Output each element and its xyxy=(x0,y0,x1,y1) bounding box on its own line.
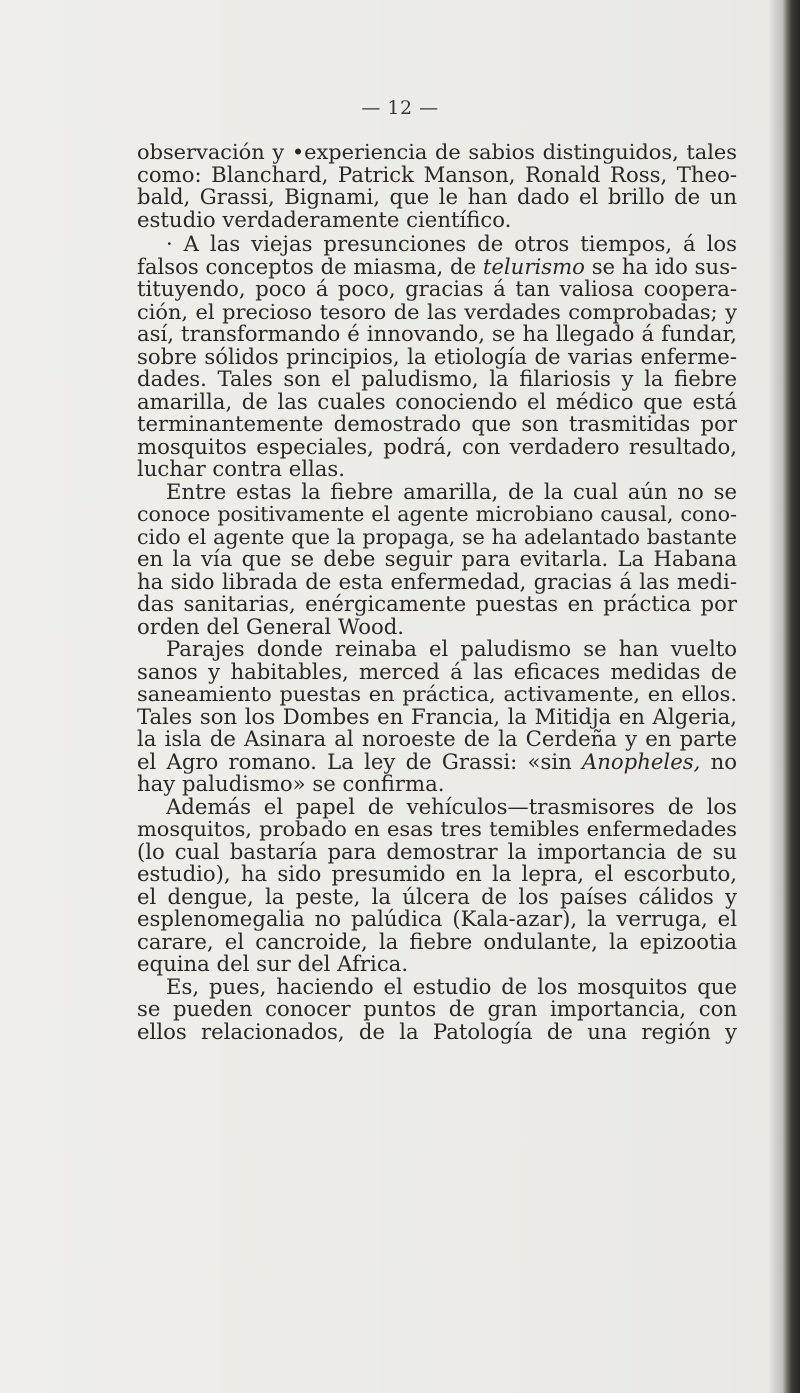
text-line: así, transformando é innovando, se ha llegado á fundar, xyxy=(137,321,737,346)
text-line: Entre estas la fiebre amarilla, de la cual aún no se xyxy=(166,478,737,504)
text-line: sobre sólidos principios, la etiología de varias enferme- xyxy=(137,343,737,369)
text-line: cido el agente que la propaga, se ha adelantado bastante xyxy=(137,524,737,549)
text-line: Parajes donde reinaba el paludismo se han vuelto xyxy=(166,636,737,661)
text-line: mosquitos especiales, podrá, con verdadero resultado, xyxy=(137,433,737,459)
text-line: hay paludismo» se confirma. xyxy=(137,771,445,796)
text-fragment: no xyxy=(700,748,737,774)
text-line: ha sido librada de esta enfermedad, gracias á las medi- xyxy=(137,568,737,594)
text-line: tituyendo, poco á poco, gracias á tan valiosa coopera- xyxy=(137,276,737,301)
italic-term: Anopheles, xyxy=(581,748,701,774)
binding-edge xyxy=(782,0,800,1393)
paragraph-4 xyxy=(137,638,737,796)
paragraph-2 xyxy=(137,233,737,481)
text-line: se pueden conocer puntos de gran importancia, con xyxy=(137,996,737,1021)
text-line: mosquitos, probado en esas tres temibles enfermedades xyxy=(137,817,737,841)
text-line: equina del sur del Africa. xyxy=(137,951,409,976)
text-line: sanos y habitables, merced á las eficaces medidas de xyxy=(137,658,737,684)
paragraph-3 xyxy=(137,478,737,639)
text-line: orden del General Wood. xyxy=(137,613,405,639)
text-line: estudio verdaderamente científico. xyxy=(137,206,512,232)
text-line: como: Blanchard, Patrick Manson, Ronald Ross, Theo- xyxy=(137,161,737,187)
binding-shadow xyxy=(768,0,782,1393)
text-line: el dengue, la peste, la úlcera de los países cálidos y xyxy=(137,883,737,909)
text-line: en la vía que se debe seguir para evitarla. La Habana xyxy=(137,546,737,571)
text-line: amarilla, de las cuales conociendo el médico que está xyxy=(137,388,737,414)
text-fragment: se ha ido sus- xyxy=(584,253,738,279)
paragraph-6 xyxy=(137,973,737,1044)
text-line: ellos relacionados, de la Patología de una región y xyxy=(137,1018,737,1044)
text-line: (lo cual bastaría para demostrar la importancia de su xyxy=(137,838,737,864)
text-line: Es, pues, haciendo el estudio de los mosquitos que xyxy=(166,973,737,999)
paragraph-1 xyxy=(137,141,737,231)
text-line: · A las viejas presunciones de otros tiempos, á los xyxy=(166,231,737,256)
body-text xyxy=(137,141,737,1043)
text-fragment: falsos conceptos de miasma, de xyxy=(137,253,483,279)
text-line: esplenomegalia no palúdica (Kala-azar), la verruga, el xyxy=(137,906,737,931)
paragraph-5 xyxy=(137,793,737,976)
text-line: Tales son los Dombes en Francia, la Mitidja en Algeria, xyxy=(137,703,737,729)
text-line: estudio), ha sido presumido en la lepra, el escorbuto, xyxy=(137,861,737,886)
text-line: das sanitarias, enérgicamente puestas en práctica por xyxy=(137,591,737,616)
text-line: saneamiento puestas en práctica, activamente, en ellos. xyxy=(137,682,737,706)
text-line: Además el papel de vehículos—trasmisores de los xyxy=(166,793,737,819)
text-line: carare, el cancroide, la fiebre ondulante, la epizootia xyxy=(137,928,737,954)
text-line: dades. Tales son el paludismo, la filariosis y la fiebre xyxy=(137,366,737,391)
text-line: bald, Grassi, Bignami, que le han dado el brillo de un xyxy=(137,184,737,209)
page-number: — 12 — xyxy=(361,97,439,119)
text-line: la isla de Asinara al noroeste de la Cerdeña y en parte xyxy=(137,726,737,751)
text-line: terminantemente demostrado que son trasmitidas por xyxy=(137,411,737,436)
text-line xyxy=(137,253,738,279)
text-line: observación y •experiencia de sabios distinguidos, tales xyxy=(137,140,737,164)
italic-term: telurismo xyxy=(482,253,585,279)
text-line: conoce positivamente el agente microbiano causal, cono- xyxy=(137,502,737,526)
text-fragment: el Agro romano. La ley de Grassi: «sin xyxy=(137,748,582,774)
text-line: luchar contra ellas. xyxy=(137,456,346,481)
text-line xyxy=(137,748,737,774)
text-line: ción, el precioso tesoro de las verdades comprobadas; y xyxy=(137,299,737,324)
